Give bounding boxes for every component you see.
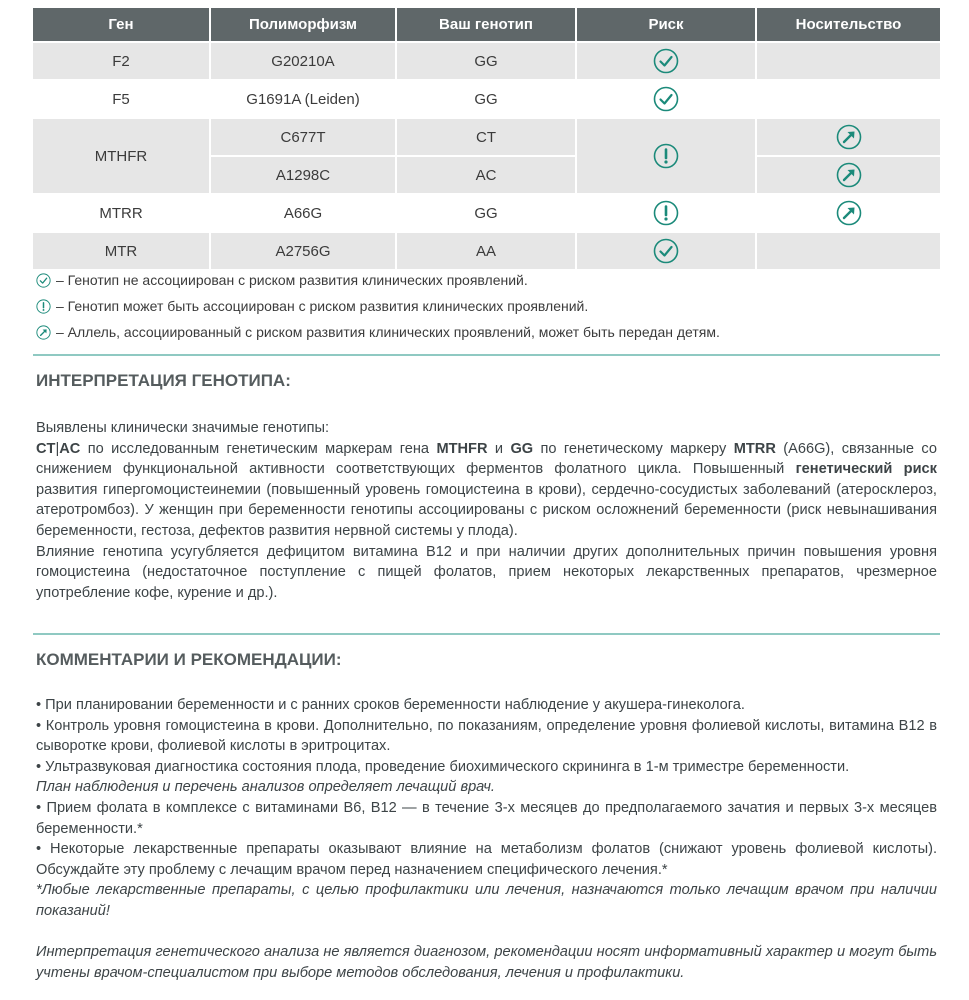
genotype-cell: CT — [396, 118, 576, 156]
legend-item — [36, 324, 720, 340]
interpretation-paragraph-2: Влияние генотипа усугубляется дефицитом витамина В12 и при наличии других дополнительных причин повышения уровня гомоцистеина (недостаточное поступление с пищей фолатов, прием некоторых лекарственных препаратов, чрезмерное употребление кофе, курение и др.). — [36, 543, 937, 601]
genotype-cell: AA — [396, 232, 576, 269]
table-row — [33, 42, 940, 80]
arrow-icon — [836, 124, 862, 150]
carrier-cell — [756, 232, 940, 269]
divider — [33, 633, 940, 635]
header-polymorphism: Полиморфизм — [210, 8, 396, 42]
legend-text: – Генотип может быть ассоциирован с риском развития клинических проявлений. — [56, 298, 589, 314]
plan-note: План наблюдения и перечень анализов определяет лечащий врач. — [36, 779, 495, 796]
recommendation-item: • При планировании беременности и с ранних сроков беременности наблюдение у акушера-гинеколога. — [36, 697, 745, 713]
table-row — [33, 118, 940, 156]
recommendation-item: • Ультразвуковая диагностика состояния плода, проведение биохимического скрининга в 1-м триместре беременности. — [36, 758, 850, 775]
legend-item — [36, 298, 588, 314]
comments-text — [36, 695, 937, 922]
polymorphism-cell: G1691A (Leiden) — [210, 80, 396, 118]
comments-heading: КОММЕНТАРИИ И РЕКОМЕНДАЦИИ: — [36, 650, 342, 669]
recommendation-item: • Контроль уровня гомоцистеина в крови. Дополнительно, по показаниям, определение уровня фолиевой кислоты, витамина В12 в сыворотке крови, фолиевой кислоты в эритроцитах. — [36, 717, 937, 755]
gene-cell: F5 — [33, 80, 210, 118]
legend-item — [36, 272, 528, 288]
genotype-table — [33, 8, 940, 269]
warning-icon — [36, 299, 51, 314]
genotype-cell: GG — [396, 194, 576, 232]
risk-cell — [576, 80, 756, 118]
polymorphism-cell: A2756G — [210, 232, 396, 269]
disclaimer-block — [36, 942, 937, 983]
risk-cell — [576, 118, 756, 194]
risk-cell — [576, 42, 756, 80]
polymorphism-cell: A66G — [210, 194, 396, 232]
table-row — [33, 194, 940, 232]
legend-text: – Генотип не ассоциирован с риском развития клинических проявлений. — [56, 272, 528, 288]
divider — [33, 354, 940, 356]
arrow-icon — [836, 162, 862, 188]
carrier-cell — [756, 80, 940, 118]
table-row — [33, 232, 940, 269]
recommendation-item: • Прием фолата в комплексе с витаминами В6, В12 — в течение 3-х месяцев до предполагаемого зачатия и первых 3-х месяцев беременности.* — [36, 799, 937, 837]
check-icon — [653, 238, 679, 264]
arrow-icon — [836, 200, 862, 226]
interpretation-intro: Выявлены клинически значимые генотипы: — [36, 420, 330, 436]
disclaimer: Интерпретация генетического анализа не является диагнозом, рекомендации носят информативный характер и могут быть учтены врачом-специалистом при выборе методов обследования, лечения и профилактики. — [36, 944, 937, 981]
gene-cell: MTRR — [33, 194, 210, 232]
polymorphism-cell: C677T — [210, 118, 396, 156]
header-risk: Риск — [576, 8, 756, 42]
warning-icon — [653, 200, 679, 226]
check-icon — [653, 48, 679, 74]
genotype-cell: GG — [396, 80, 576, 118]
genotype-cell: GG — [396, 42, 576, 80]
polymorphism-cell: A1298C — [210, 156, 396, 194]
legend-text: – Аллель, ассоциированный с риском развития клинических проявлений, может быть передан детям. — [56, 324, 720, 340]
interpretation-paragraph: CT|AC по исследованным генетическим маркерам гена MTHFR и GG по генетическому маркеру MTRR (A66G), связанные со снижением функциональной активности соответствующих ферментов фолатного цикла. Повышенный генетический риск развития гипергомоцистеинемии (повышенный уровень гомоцистеина в крови), сердечно-сосудистых заболеваний (атеросклероз, атеротромбоз). У женщин при беременности генотипы ассоциированы с риском осложнений беременности (риск невынашивания беременности, гестоза, дефектов развития нервной системы у плода). — [36, 440, 937, 539]
check-icon — [653, 86, 679, 112]
carrier-cell — [756, 194, 940, 232]
header-carrier: Носительство — [756, 8, 940, 42]
risk-cell — [576, 194, 756, 232]
carrier-cell — [756, 156, 940, 194]
recommendation-item: • Некоторые лекарственные препараты оказывают влияние на метаболизм фолатов (снижают уровень фолиевой кислоты). Обсуждайте эту проблему с лечащим врачом перед назначением специфического лечения.* — [36, 841, 937, 878]
gene-cell: MTR — [33, 232, 210, 269]
interpretation-text — [36, 418, 937, 603]
footnote: *Любые лекарственные препараты, с целью профилактики или лечения, назначаются только лечащим врачом при наличии показаний! — [36, 882, 937, 919]
table-row — [33, 80, 940, 118]
table-header-row — [33, 8, 940, 42]
interpretation-heading: ИНТЕРПРЕТАЦИЯ ГЕНОТИПА: — [36, 371, 291, 390]
arrow-icon — [36, 325, 51, 340]
header-gene: Ген — [33, 8, 210, 42]
header-genotype: Ваш генотип — [396, 8, 576, 42]
risk-cell — [576, 232, 756, 269]
carrier-cell — [756, 42, 940, 80]
polymorphism-cell: G20210A — [210, 42, 396, 80]
check-icon — [36, 273, 51, 288]
warning-icon — [653, 143, 679, 169]
gene-cell: F2 — [33, 42, 210, 80]
gene-cell: MTHFR — [33, 118, 210, 194]
carrier-cell — [756, 118, 940, 156]
genotype-cell: AC — [396, 156, 576, 194]
